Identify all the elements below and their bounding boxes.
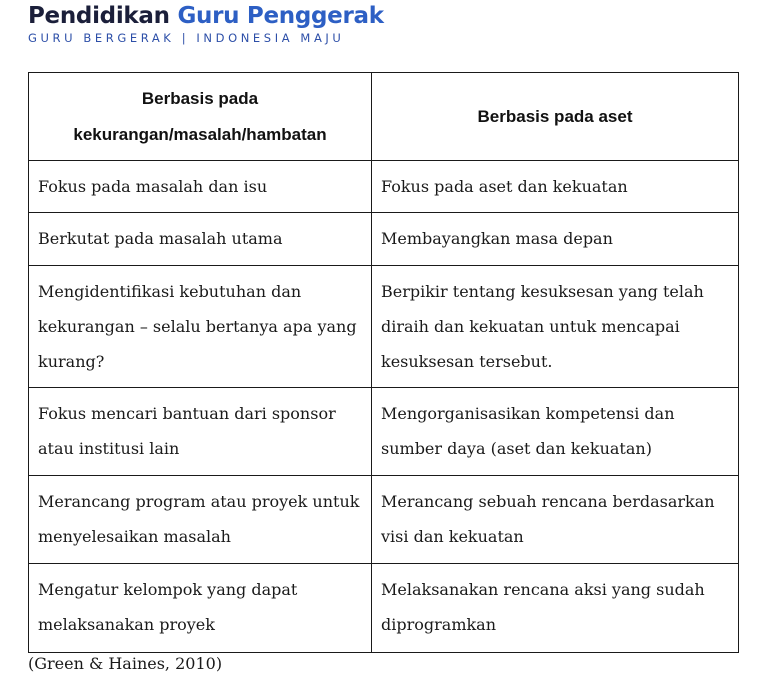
cell-deficit: Mengidentifikasi kebutuhan dan kekurangan – selalu bertanya apa yang kurang? [29,266,372,388]
citation: (Green & Haines, 2010) [28,654,223,673]
brand-header [28,0,384,45]
cell-deficit: Mengatur kelompok yang dapat melaksanakan proyek [29,564,372,653]
header-deficit-line2: kekurangan/masalah/hambatan [73,124,327,144]
table-row [29,388,739,476]
header-deficit-based [29,73,372,161]
cell-asset: Berpikir tentang kesuksesan yang telah diraih dan kekuatan untuk mencapai kesuksesan tersebut. [372,266,739,388]
table-row [29,564,739,653]
table-row [29,213,739,266]
cell-asset: Merancang sebuah rencana berdasarkan visi dan kekuatan [372,476,739,564]
brand-name-part1: Pendidikan [28,3,170,29]
cell-deficit: Merancang program atau proyek untuk menyelesaikan masalah [29,476,372,564]
brand-name-part2: Guru Penggerak [177,3,384,29]
cell-asset: Fokus pada aset dan kekuatan [372,161,739,213]
comparison-table [28,72,739,653]
table-row [29,476,739,564]
header-deficit-line1: Berbasis pada [141,88,259,108]
table-header-row [29,73,739,161]
cell-deficit: Fokus mencari bantuan dari sponsor atau institusi lain [29,388,372,476]
brand-logo-text [28,0,384,32]
cell-deficit: Fokus pada masalah dan isu [29,161,372,213]
cell-asset: Melaksanakan rencana aksi yang sudah diprogramkan [372,564,739,653]
table-row [29,266,739,388]
cell-asset: Mengorganisasikan kompetensi dan sumber daya (aset dan kekuatan) [372,388,739,476]
cell-asset: Membayangkan masa depan [372,213,739,266]
table-row [29,161,739,213]
header-asset-based: Berbasis pada aset [372,73,739,161]
brand-tagline: GURU BERGERAK | INDONESIA MAJU [28,31,345,45]
cell-deficit: Berkutat pada masalah utama [29,213,372,266]
